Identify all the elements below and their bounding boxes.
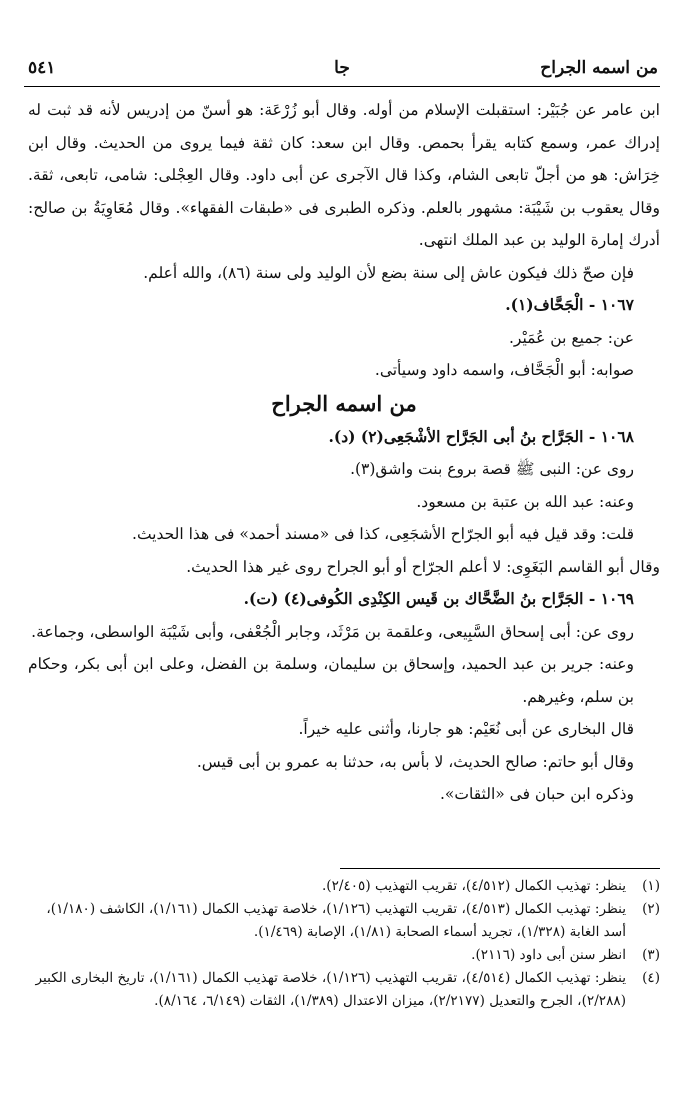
paragraph: روى عن: النبى ﷺ قصة بروع بنت واشق(٣).	[350, 460, 634, 478]
paragraph: وذكره ابن حبان فى «الثقات».	[439, 785, 634, 803]
paragraph: ابن عامر عن جُبَيْر: استقبلت الإسلام من أوله. وقال أبو زُرْعَة: هو أسنّ من إدريس لأنه قد ثبت له إدراك عمر، وسمع كتابه يقرأ بحمص. وقال ابن سعد: كان ثقة فيما يروى من الحديث. وقال ابن خِرَاش: هو من أجلّ تابعى الشام، وكذا قال الآجرى عن أبى داود. وقال العِجْلى: شامى، تابعى، ثقة. وقال يعقوب بن شَيْبَة: مشهور بالعلم. وذكره الطبرى فى «طبقات الفقهاء». وقال مُعَاوِيَةُ بن صالح: أدرك إمارة الوليد بن عبد الملك انتهى.	[28, 101, 660, 249]
entry-heading: ١٠٦٩ - الجَرَّاح بنُ الضَّحَّاك بن قَيس الكِنْدِى الكُوفى(٤) (ت).	[243, 589, 634, 608]
footnote	[28, 875, 660, 898]
header-rule	[24, 86, 660, 87]
footnote-number: (٤)	[642, 970, 660, 986]
footnote-text: انظر سنن أبى داود (٢١١٦).	[471, 947, 626, 963]
paragraph: وعنه: جرير بن عبد الحميد، وإسحاق بن سليمان، وسلمة بن الفضل، وعلى ابن أبى بكر، وحكام بن سلم، وغيرهم.	[28, 655, 634, 706]
paragraph: عن: جميع بن عُمَيْر.	[509, 328, 634, 347]
paragraph: صوابه: أبو الْجَحَّاف، واسمه داود وسيأتى.	[374, 361, 634, 379]
footnotes	[28, 868, 660, 1013]
running-title: من اسمه الجراح	[540, 58, 658, 78]
footnote-text: ينظر: تهذيب الكمال (٤/٥١٤)، تقريب التهذيب (١/١٢٦)، خلاصة تهذيب الكمال (١/١٦١)، تاريخ البخارى الكبير (٢/٢٨٨)، الجرح والتعديل (٢/٢١٧٧)، ميزان الاعتدال (١/٣٨٩)، الثقات (٦/١٤٩، ٨/١٦٤).	[35, 970, 626, 1009]
footnote-rule	[340, 868, 660, 869]
page-header	[24, 54, 660, 84]
volume-label: جا	[334, 58, 350, 78]
entry-heading: ١٠٦٨ - الجَرَّاح بنُ أبى الجَرَّاح الأشْجَعِى(٢) (د).	[328, 426, 634, 446]
footnote	[28, 967, 660, 1013]
footnote	[28, 944, 660, 967]
page-number: ٥٤١	[28, 58, 56, 78]
footnote-number: (٣)	[642, 947, 660, 963]
paragraph: فإن صحّ ذلك فيكون عاش إلى سنة بضع لأن الوليد ولى سنة (٨٦)، والله أعلم.	[143, 263, 634, 282]
main-text	[28, 94, 660, 811]
paragraph: قلت: وقد قيل فيه أبو الجرّاح الأشجَعِى، كذا فى «مسند أحمد» فى هذا الحديث.	[132, 525, 634, 543]
paragraph: روى عن: أبى إسحاق السَّبِيعى، وعلقمة بن مَرْثَد، وجابر الْجُعْفى، وأبى شَيْبَة الواسطى، وجماعة.	[31, 622, 634, 641]
entry-heading: ١٠٦٧ - الْجَحَّاف(١).	[505, 295, 634, 314]
footnote	[28, 898, 660, 944]
paragraph: وقال أبو حاتم: صالح الحديث، لا بأس به، حدثنا به عمرو بن أبى قيس.	[196, 752, 634, 771]
section-heading: من اسمه الجراح	[271, 390, 417, 416]
paragraph: وعنه: عبد الله بن عتبة بن مسعود.	[416, 492, 634, 511]
footnote-text: ينظر: تهذيب الكمال (٤/٥١٢)، تقريب التهذيب (٢/٤٠٥).	[321, 878, 626, 894]
footnote-number: (١)	[642, 878, 660, 894]
paragraph: قال البخارى عن أبى نُعَيْم: هو جارنا، وأثنى عليه خيراً.	[298, 720, 634, 738]
paragraph: وقال أبو القاسم البَغَوِى: لا أعلم الجرّاح أو أبو الجراح روى غير هذا الحديث.	[186, 557, 660, 576]
footnote-number: (٢)	[642, 901, 660, 917]
footnote-text: ينظر: تهذيب الكمال (٤/٥١٣)، تقريب التهذيب (١/١٢٦)، خلاصة تهذيب الكمال (١/١٦١)، الكاشف (١/١٨٠)، أسد الغابة (١/٣٢٨)، تجريد أسماء الصحابة (١/٨١)، الإصابة (١/٤٦٩).	[46, 901, 626, 940]
